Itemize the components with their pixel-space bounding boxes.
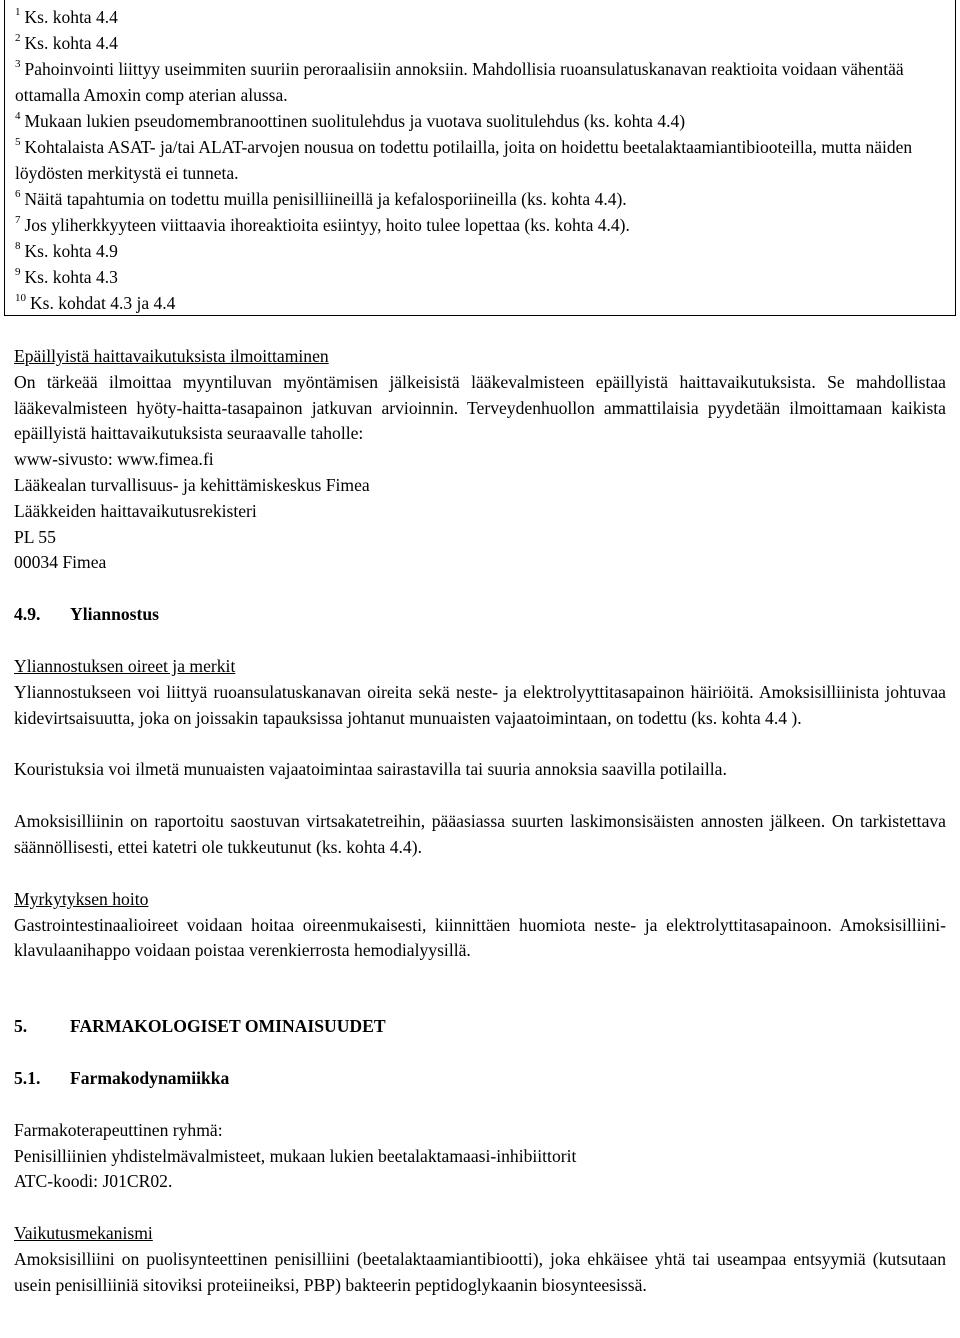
spacer — [14, 1195, 946, 1221]
footnote-1: $^1$ Ks. kohta 4.4 — [15, 6, 118, 27]
footnote-6: $^6$ Näitä tapahtumia on todettu muilla penisilliineillä ja kefalosporiineilla (ks. kohta 4.4). — [15, 188, 627, 209]
reporting-pobox: PL 55 — [14, 526, 56, 547]
section-number: 5. — [14, 1016, 28, 1037]
reporting-org: Lääkealan turvallisuus- ja kehittämiskeskus Fimea — [14, 474, 370, 495]
overdose-paragraph-1: Yliannostukseen voi liittyä ruoansulatuskanavan oireita sekä neste- ja elektrolyyttitasapainon häiriöitä. Amoksisilliinista johtuvaa kidevirtsaisuutta, joka on joissakin tapauksissa johtanut munuaisten vajaatoimintaan, on todettu (ks. kohta 4.4 ). — [14, 681, 946, 728]
pharmacotherapeutic-group-label: Farmakoterapeuttinen ryhmä: — [14, 1119, 223, 1140]
reporting-heading: Epäillyistä haittavaikutuksista ilmoittaminen — [14, 346, 329, 366]
footnote-7: $^7$ Jos yliherkkyyteen viittaavia ihoreaktioita esiintyy, hoito tulee lopettaa (ks. kohta 4.4). — [15, 214, 630, 235]
pharmacotherapeutic-group-value: Penisilliinien yhdistelmävalmisteet, mukaan lukien beetalaktamaasi-inhibiittorit — [14, 1145, 577, 1166]
footnote-4: $^4$ Mukaan lukien pseudomembranoottinen suolitulehdus ja vuotava suolitulehdus (ks. kohta 4.4) — [15, 110, 686, 131]
spacer — [14, 861, 946, 887]
footnote-5: $^5$ Kohtalaista ASAT- ja/tai ALAT-arvojen nousua on todettu potilailla, joita on hoidettu beetalaktaamiantibiooteilla, mutta näiden löydösten merkitystä ei tunneta. — [15, 136, 913, 183]
spacer — [14, 628, 946, 654]
footnote-9: $^9$ Ks. kohta 4.3 — [15, 266, 118, 287]
section-title: Farmakodynamiikka — [70, 1067, 230, 1088]
spacer — [14, 783, 946, 809]
poisoning-treatment-paragraph: Gastrointestinaalioireet voidaan hoitaa oireenmukaisesti, kiinnittäen huomiota neste- ja elektrolyttitasapainoon. Amoksisilliini-klavulaanihappo voidaan poistaa verenkierrosta hemodialyysillä. — [14, 914, 946, 961]
spacer — [14, 1092, 946, 1118]
main-content — [14, 344, 946, 1299]
section-number: 4.9. — [14, 604, 41, 625]
reporting-registry: Lääkkeiden haittavaikutusrekisteri — [14, 500, 257, 521]
section-number: 5.1. — [14, 1067, 41, 1088]
footnote-3: $^3$ Pahoinvointi liittyy useimmiten suuriin peroraalisiin annoksiin. Mahdollisia ruoansulatuskanavan reaktioita voidaan vähentää ottamalla Amoxin comp aterian alussa. — [15, 58, 904, 105]
section-title: FARMAKOLOGISET OMINAISUUDET — [70, 1016, 386, 1037]
reporting-paragraph: On tärkeää ilmoittaa myyntiluvan myöntämisen jälkeisistä lääkevalmisteen epäillyistä haittavaikutuksista. Se mahdollistaa lääkevalmisteen hyöty-haitta-tasapainon jatkuvan arvioinnin. Terveydenhuollon ammattilaisia pyydetään ilmoittamaan kaikista epäillyistä haittavaikutuksista seuraavalle taholle: — [14, 371, 946, 444]
section-5-1-heading — [14, 1066, 946, 1092]
spacer — [14, 731, 946, 757]
footnote-2: $^2$ Ks. kohta 4.4 — [15, 32, 118, 53]
section-4-9-heading — [14, 602, 946, 628]
overdose-paragraph-2: Kouristuksia voi ilmetä munuaisten vajaatoimintaa sairastavilla tai suuria annoksia saavilla potilailla. — [14, 759, 727, 780]
spacer — [14, 1040, 946, 1066]
footnotes-box — [4, 0, 956, 316]
mechanism-heading: Vaikutusmekanismi — [14, 1223, 153, 1244]
spacer — [14, 576, 946, 602]
footnote-8: $^8$ Ks. kohta 4.9 — [15, 240, 118, 261]
overdose-symptoms-heading: Yliannostuksen oireet ja merkit — [14, 655, 236, 676]
mechanism-paragraph: Amoksisilliini on puolisynteettinen penisilliini (beetalaktaamiantibiootti), joka ehkäisee yhtä tai useampaa entsyymiä (kutsutaan usein penisilliiniä sitoviksi proteiineiksi, PBP) bakteerin peptidoglykaanin biosynteesissä. — [14, 1248, 946, 1295]
spacer — [14, 990, 946, 1014]
poisoning-treatment-heading: Myrkytyksen hoito — [14, 888, 149, 909]
spacer — [14, 964, 946, 990]
section-5-heading — [14, 1014, 946, 1040]
reporting-postal: 00034 Fimea — [14, 552, 107, 573]
atc-code: ATC-koodi: J01CR02. — [14, 1171, 173, 1192]
footnote-10: $^{10}$ Ks. kohdat 4.3 ja 4.4 — [15, 292, 176, 313]
overdose-paragraph-3: Amoksisilliinin on raportoitu saostuvan virtsakatetreihin, pääasiassa suurten laskimonsisäisten annosten jälkeen. On tarkistettava säännöllisesti, ettei katetri ole tukkeutunut (ks. kohta 4.4). — [14, 811, 946, 857]
section-title: Yliannostus — [70, 604, 159, 625]
reporting-website: www-sivusto: www.fimea.fi — [14, 449, 214, 470]
